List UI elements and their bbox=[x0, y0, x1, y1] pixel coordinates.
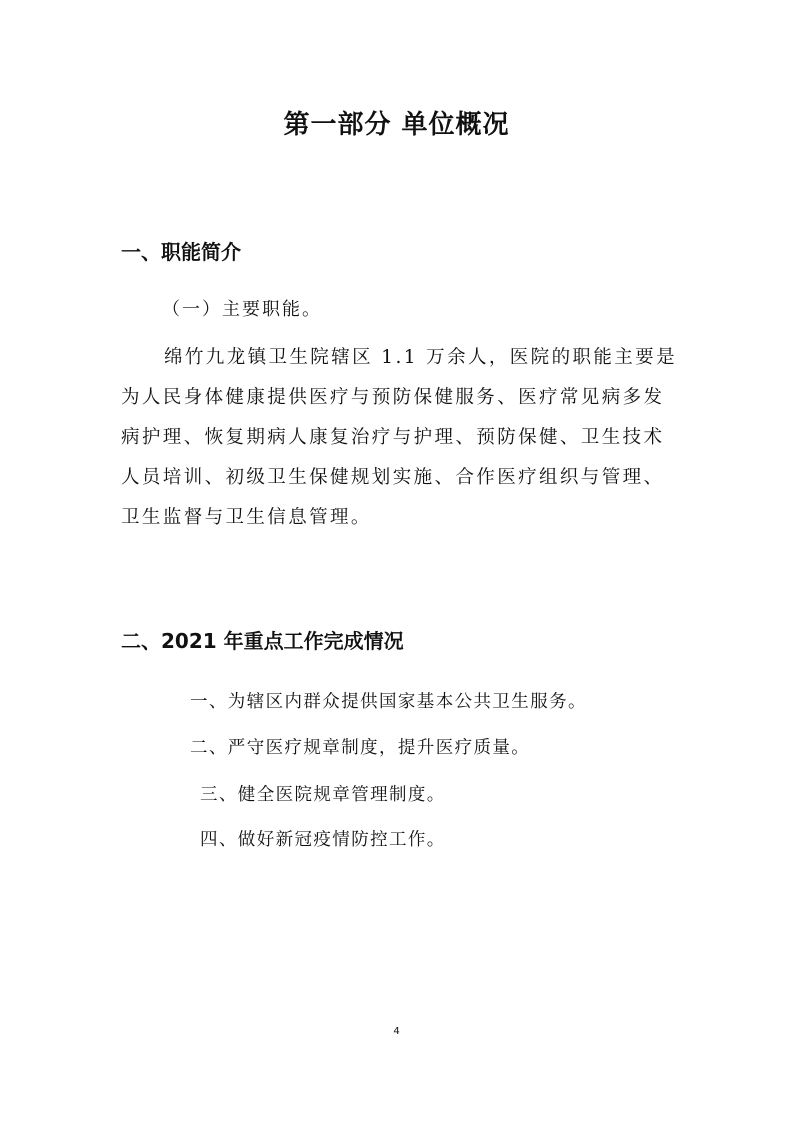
section-heading-functions: 一、职能简介 bbox=[121, 240, 241, 264]
work-item: 一、为辖区内群众提供国家基本公共卫生服务。 bbox=[190, 692, 587, 712]
paragraph-line: 卫生监督与卫生信息管理。 bbox=[121, 507, 372, 528]
page-title: 第一部分 单位概况 bbox=[283, 110, 510, 140]
paragraph-line: 病护理、恢复期病人康复治疗与护理、预防保健、卫生技术 bbox=[121, 427, 665, 448]
section-heading-key-work: 二、2021 年重点工作完成情况 bbox=[121, 629, 404, 653]
work-item: 三、健全医院规章管理制度。 bbox=[200, 785, 446, 805]
paragraph-line: 人员培训、初级卫生保健规划实施、合作医疗组织与管理、 bbox=[121, 467, 665, 488]
work-item: 二、严守医疗规章制度，提升医疗质量。 bbox=[190, 738, 531, 758]
subsection-heading-main-functions: （一）主要职能。 bbox=[162, 299, 322, 320]
work-item: 四、做好新冠疫情防控工作。 bbox=[200, 830, 446, 850]
paragraph-line: 为人民身体健康提供医疗与预防保健服务、医疗常见病多发 bbox=[121, 387, 665, 408]
paragraph-line: 绵竹九龙镇卫生院辖区 1.1 万余人，医院的职能主要是 bbox=[164, 347, 677, 368]
page-number: 4 bbox=[393, 1026, 400, 1037]
